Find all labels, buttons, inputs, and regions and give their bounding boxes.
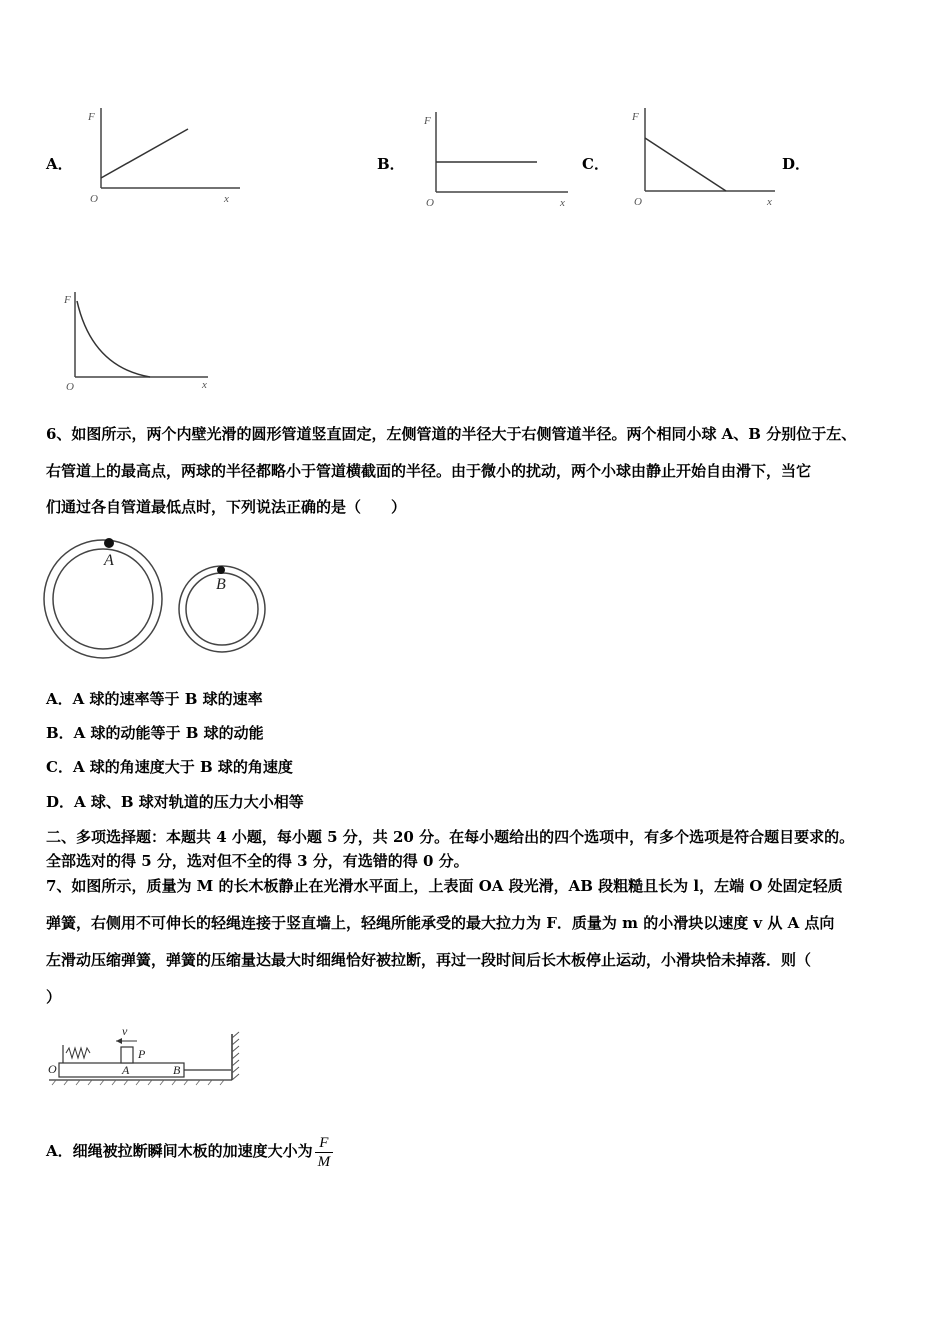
q6-stem-line-3: 们通过各自管道最低点时，下列说法正确的是（ ）	[46, 498, 407, 516]
q7-option-a	[46, 1132, 333, 1171]
q7-stem-line-1: 7、如图所示，质量为 M 的长木板静止在光滑水平面上，上表面 OA 段光滑，AB 段粗糙且长为 l，左端 O 处固定轻质	[46, 877, 843, 895]
left-tube-outer	[44, 540, 162, 658]
graph-a-curve	[101, 129, 188, 178]
graph-a-origin-label: O	[90, 193, 98, 205]
velocity-label: v	[122, 1024, 128, 1038]
graph-option-d-letter: D．	[782, 155, 811, 173]
ball-b	[217, 566, 225, 574]
q7-stem-line-2: 弹簧，右侧用不可伸长的轻绳连接于竖直墙上，轻绳所能承受的最大拉力为 F．质量为 m 的小滑块以速度 v 从 A 点向	[46, 914, 835, 932]
q6-option-d: D．A 球、B 球对轨道的压力大小相等	[46, 793, 304, 811]
ground-hatch	[52, 1080, 224, 1085]
graph-d-f-label: F	[64, 294, 71, 306]
graph-b-origin-label: O	[426, 197, 434, 209]
point-o-label: O	[48, 1062, 57, 1076]
graph-a-f-label: F	[88, 111, 95, 123]
block-p-label: P	[138, 1047, 146, 1061]
point-a-label: A	[122, 1063, 130, 1077]
q6-option-c: C．A 球的角速度大于 B 球的角速度	[46, 758, 293, 776]
graph-c-f-label: F	[632, 111, 639, 123]
graph-option-b-letter: B．	[377, 155, 405, 173]
graph-option-c-letter: C．	[582, 155, 609, 173]
spring	[66, 1048, 90, 1058]
slider-block	[121, 1047, 133, 1063]
ball-a	[104, 538, 114, 548]
q6-option-a: A．A 球的速率等于 B 球的速率	[46, 690, 263, 708]
graph-d-origin-label: O	[66, 381, 74, 393]
q7-board-figure	[44, 1020, 249, 1095]
wall-hatch	[232, 1032, 239, 1080]
point-b-label: B	[173, 1063, 181, 1077]
graph-a-x-label: x	[224, 193, 229, 205]
fraction-denominator: M	[315, 1152, 334, 1171]
q7-stem-line-4: ）	[46, 988, 62, 1006]
ball-a-label: A	[104, 552, 114, 569]
graph-c-figure	[620, 104, 785, 214]
graph-c-origin-label: O	[634, 196, 642, 208]
left-tube-inner	[53, 549, 153, 649]
graph-c-curve	[645, 138, 726, 191]
graph-c-x-label: x	[767, 196, 772, 208]
section2-heading-line-1: 二、多项选择题：本题共 4 小题，每小题 5 分，共 20 分。在每小题给出的四个选项中，有多个选项是符合题目要求的。	[46, 828, 855, 846]
graph-option-a-letter: A．	[46, 155, 73, 173]
q6-tubes-figure	[40, 530, 275, 665]
graph-d-curve	[77, 301, 150, 377]
q7-option-a-fraction	[315, 1134, 334, 1171]
q6-stem-line-2: 右管道上的最高点，两球的半径都略小于管道横截面的半径。由于微小的扰动，两个小球由静止开始自由滑下，当它	[46, 462, 812, 480]
graph-b-figure	[410, 104, 575, 214]
q7-stem-line-3: 左滑动压缩弹簧，弹簧的压缩量达最大时细绳恰好被拉断，再过一段时间后长木板停止运动，小滑块恰未掉落．则（	[46, 951, 812, 969]
graph-d-figure	[58, 287, 223, 397]
graph-a-figure	[80, 104, 245, 214]
graph-b-x-label: x	[560, 197, 565, 209]
q6-option-b: B．A 球的动能等于 B 球的动能	[46, 724, 264, 742]
graph-d-x-label: x	[202, 379, 207, 391]
ball-b-label: B	[216, 576, 226, 593]
section2-heading-line-2: 全部选对的得 5 分，选对但不全的得 3 分，有选错的得 0 分。	[46, 852, 469, 870]
graph-b-f-label: F	[424, 115, 431, 127]
q6-stem-line-1: 6、如图所示，两个内壁光滑的圆形管道竖直固定，左侧管道的半径大于右侧管道半径。两个相同小球 A、B 分别位于左、	[46, 425, 857, 443]
fraction-numerator: F	[319, 1134, 329, 1151]
q7-option-a-text: A．细绳被拉断瞬间木板的加速度大小为	[46, 1142, 313, 1160]
